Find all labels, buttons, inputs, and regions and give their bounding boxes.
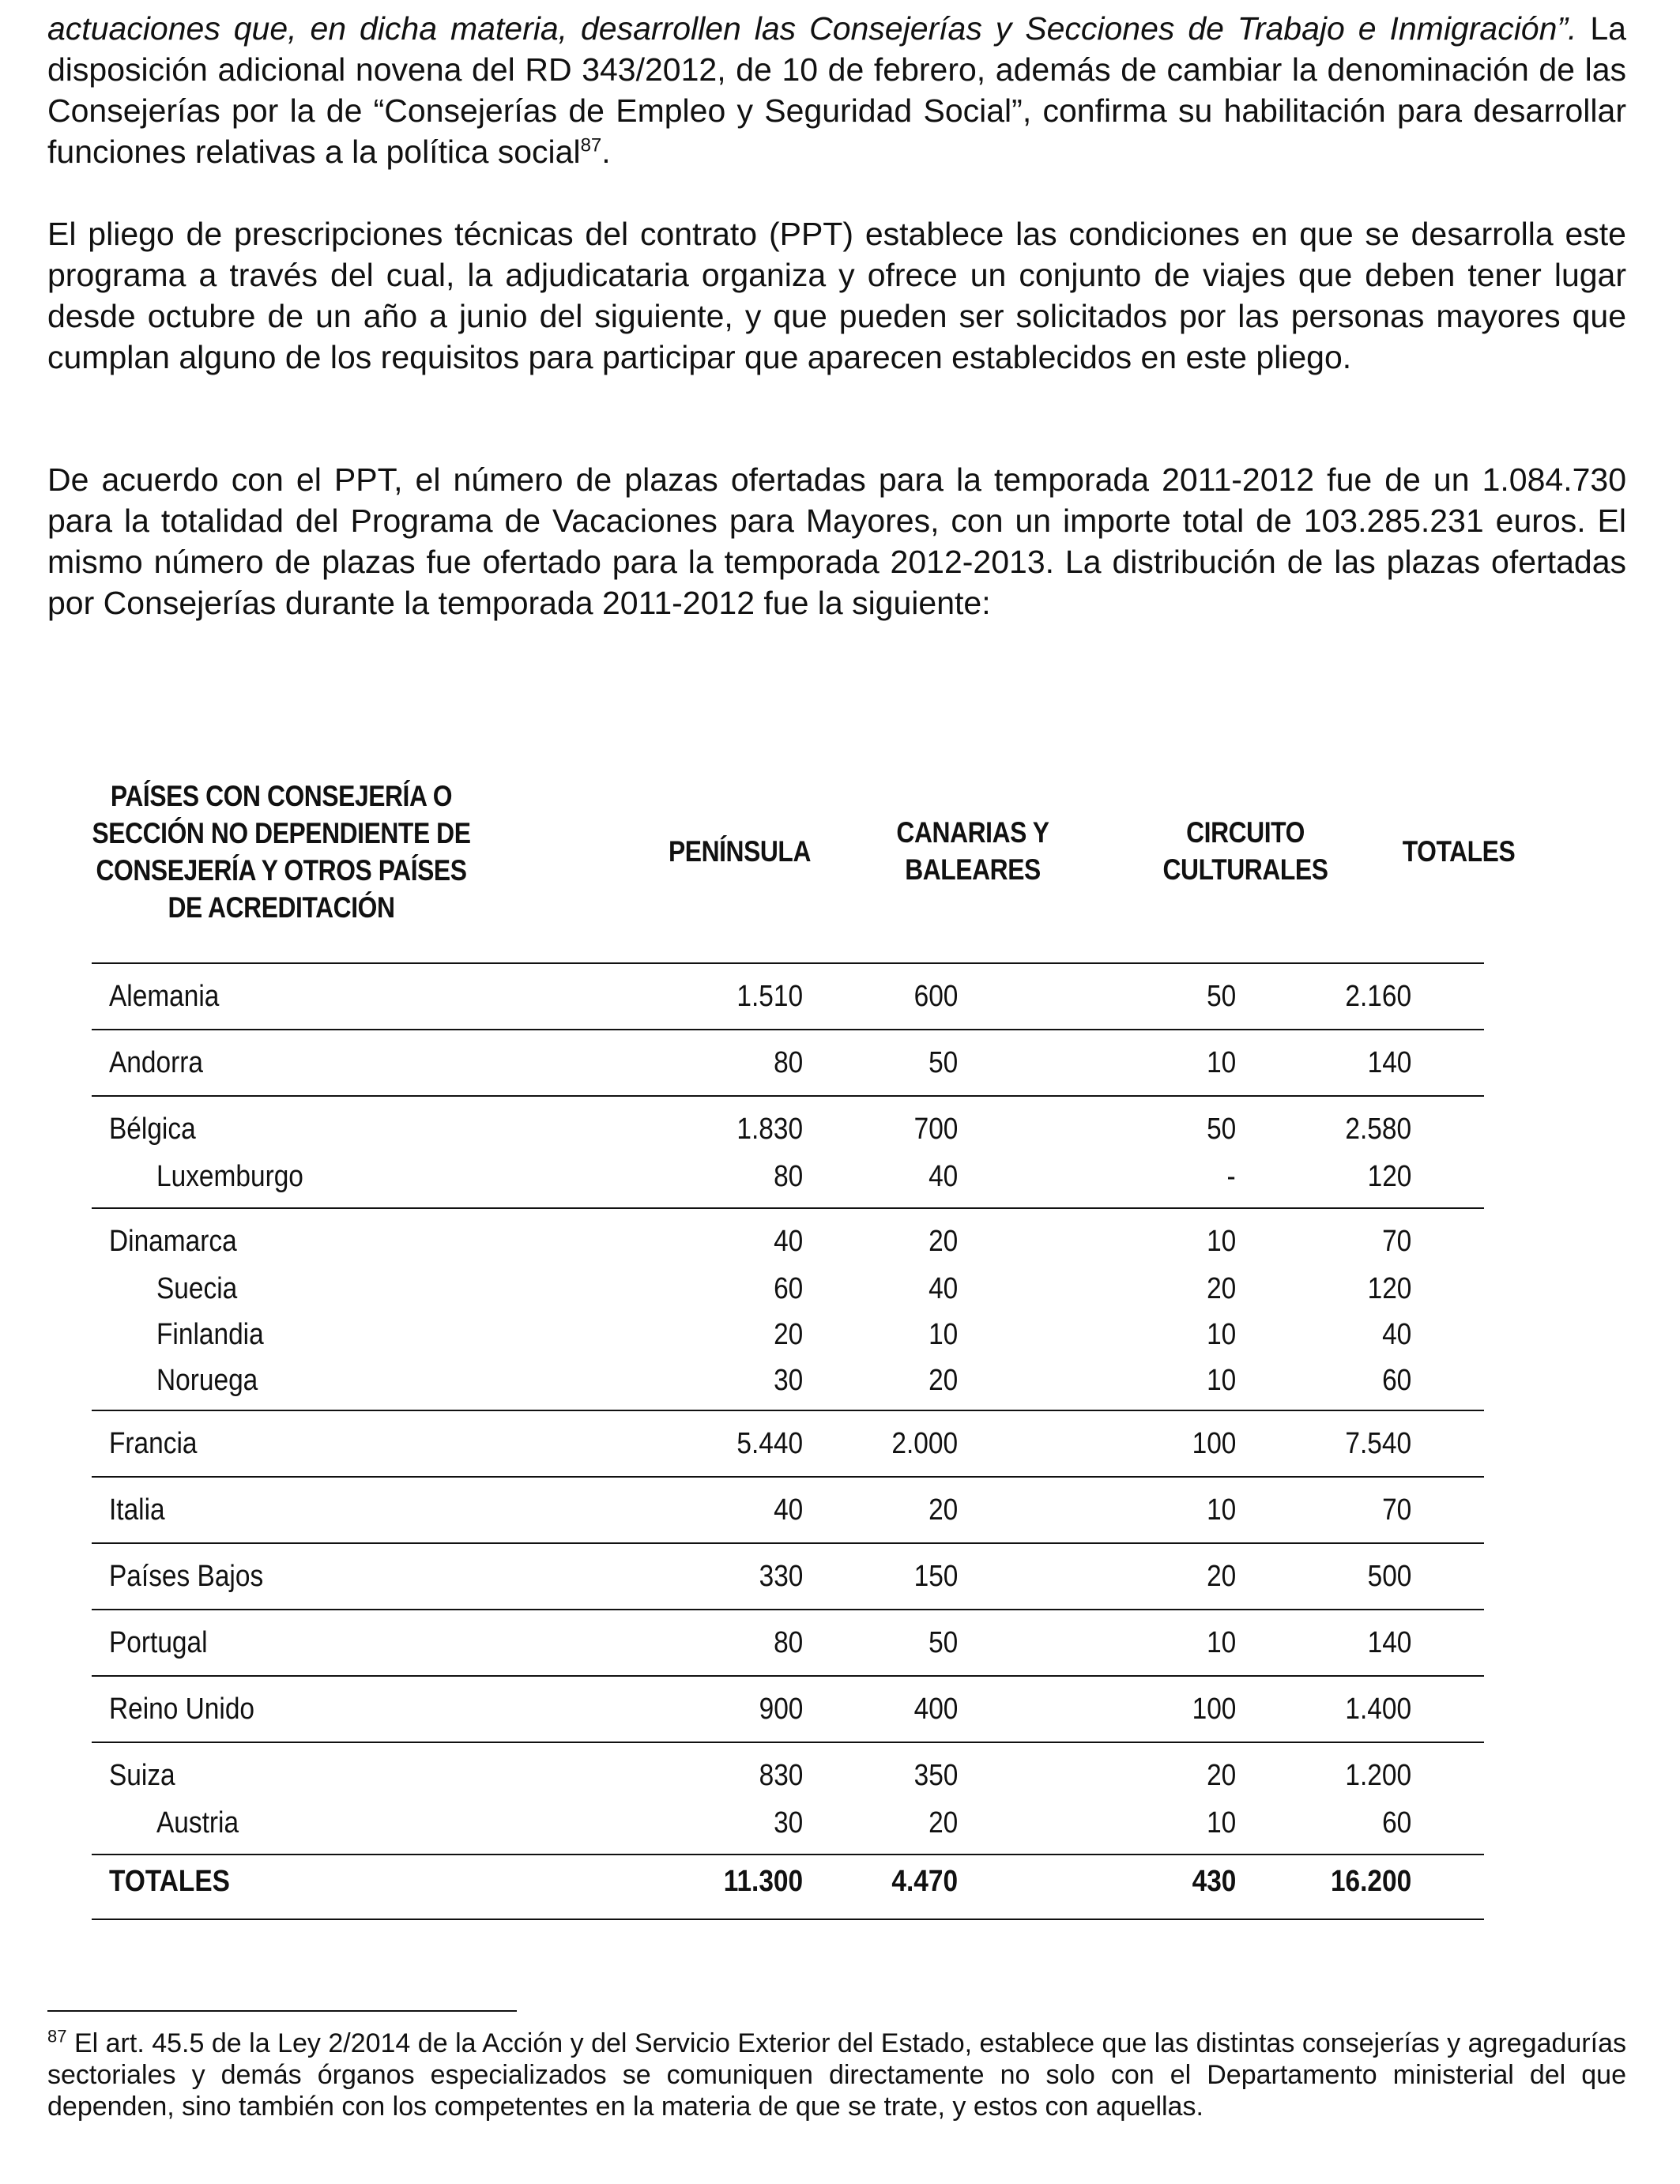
table-row	[92, 1742, 1484, 1798]
peninsula-cell: 40	[773, 1493, 803, 1527]
country-cell: Finlandia	[156, 1318, 264, 1351]
canarias-cell: 20	[928, 1493, 958, 1527]
footnote	[47, 2028, 1626, 2122]
peninsula-cell: 80	[773, 1160, 803, 1193]
country-cell: Francia	[109, 1427, 198, 1460]
circuito-cell: 10	[1206, 1493, 1236, 1527]
peninsula-cell: 20	[773, 1318, 803, 1351]
circuito-cell: 10	[1206, 1626, 1236, 1659]
total-cell: 7.540	[1345, 1427, 1411, 1460]
table-row	[92, 1476, 1484, 1542]
country-cell: Alemania	[109, 980, 220, 1013]
canarias-cell: 40	[928, 1160, 958, 1193]
header-canarias-baleares: CANARIAS Y BALEARES	[896, 816, 1049, 886]
peninsula-cell: 830	[759, 1759, 803, 1792]
circuito-cell: 10	[1206, 1225, 1236, 1258]
circuito-cell: 50	[1206, 980, 1236, 1013]
country-cell: Austria	[156, 1806, 239, 1839]
canarias-cell: 40	[928, 1272, 958, 1305]
paragraph-1	[47, 8, 1626, 172]
footnote-text: El art. 45.5 de la Ley 2/2014 de la Acción y del Servicio Exterior del Estado, establece que las distintas consejerías y agregadurías sectoriales y demás órganos especializados se comuniquen directamente no solo con el Departamento ministerial del que dependen, sino también con los competentes en la materia de que se trate, y estos con aquellas.	[47, 2028, 1626, 2122]
header-peninsula: PENÍNSULA	[668, 835, 812, 868]
table-row	[92, 1675, 1484, 1742]
total-cell: 40	[1381, 1318, 1411, 1351]
canarias-cell: 20	[928, 1225, 958, 1258]
peninsula-cell: 40	[773, 1225, 803, 1258]
circuito-cell: 20	[1206, 1272, 1236, 1305]
totals-label: TOTALES	[109, 1865, 230, 1898]
circuito-cell: 100	[1192, 1427, 1236, 1460]
table-row	[92, 964, 1484, 1029]
paragraph-2: El pliego de prescripciones técnicas del contrato (PPT) establece las condiciones en que se desarrolla este programa a través del cual, la adjudicataria organiza y ofrece un conjunto de viajes que deben tener lugar desde octubre de un año a junio del siguiente, y que pueden ser solicitados por las personas mayores que cumplan alguno de los requisitos para participar que aparecen establecidos en este pliego.	[47, 216, 1626, 375]
total-cell: 70	[1381, 1225, 1411, 1258]
total-cell: 60	[1381, 1364, 1411, 1397]
peninsula-cell: 1.830	[736, 1113, 803, 1146]
canarias-cell: 150	[913, 1560, 958, 1593]
paragraph-1-italic: actuaciones que, en dicha materia, desarrollen las Consejerías y Secciones de Trabajo e Inmigración”.	[47, 10, 1577, 47]
country-cell: Italia	[109, 1493, 165, 1527]
peninsula-cell: 30	[773, 1364, 803, 1397]
country-cell: Dinamarca	[109, 1225, 237, 1258]
circuito-cell: 50	[1206, 1113, 1236, 1146]
country-cell: Reino Unido	[109, 1693, 255, 1726]
table-row	[92, 1312, 1484, 1357]
circuito-cell: 10	[1206, 1046, 1236, 1079]
peninsula-cell: 330	[759, 1560, 803, 1593]
country-cell: Países Bajos	[109, 1560, 264, 1593]
footnote-divider	[47, 2010, 517, 2012]
total-cell: 2.160	[1345, 980, 1411, 1013]
totals-row	[92, 1854, 1484, 1920]
paragraph-3: De acuerdo con el PPT, el número de plazas ofertadas para la temporada 2011-2012 fue de un 1.084.730 para la totalidad del Programa de Vacaciones para Mayores, con un importe total de 103.285.231 euros. El mismo número de plazas fue ofertado para la temporada 2012-2013. La distribución de las plazas ofertadas por Consejerías durante la temporada 2011-2012 fue la siguiente:	[47, 461, 1626, 621]
circuito-cell: 10	[1206, 1364, 1236, 1397]
circuito-cell: 10	[1206, 1806, 1236, 1839]
peninsula-cell: 80	[773, 1626, 803, 1659]
peninsula-cell: 80	[773, 1046, 803, 1079]
canarias-cell: 50	[928, 1626, 958, 1659]
country-cell: Noruega	[156, 1364, 258, 1397]
header-countries: PAÍSES CON CONSEJERÍA O SECCIÓN NO DEPENDIENTE DE CONSEJERÍA Y OTROS PAÍSES DE ACREDITACIÓN	[92, 780, 471, 924]
totals-peninsula: 11.300	[723, 1865, 803, 1898]
paragraph-1-end: .	[601, 134, 611, 170]
canarias-cell: 700	[913, 1113, 958, 1146]
canarias-cell: 400	[913, 1693, 958, 1726]
table-row	[92, 1029, 1484, 1095]
total-cell: 1.200	[1345, 1759, 1411, 1792]
total-cell: 140	[1367, 1626, 1411, 1659]
table-row	[92, 1095, 1484, 1152]
total-cell: 2.580	[1345, 1113, 1411, 1146]
canarias-cell: 2.000	[891, 1427, 958, 1460]
table-body	[92, 964, 1484, 1920]
country-cell: Suecia	[156, 1272, 238, 1305]
circuito-cell: 20	[1206, 1560, 1236, 1593]
peninsula-cell: 60	[773, 1272, 803, 1305]
canarias-cell: 10	[928, 1318, 958, 1351]
country-cell: Bélgica	[109, 1113, 196, 1146]
country-cell: Andorra	[109, 1046, 203, 1079]
total-cell: 1.400	[1345, 1693, 1411, 1726]
country-cell: Luxemburgo	[156, 1160, 303, 1193]
header-totales: TOTALES	[1402, 835, 1516, 868]
header-circuito-culturales: CIRCUITO CULTURALES	[1162, 816, 1328, 886]
circuito-cell: 10	[1206, 1318, 1236, 1351]
circuito-cell: 20	[1206, 1759, 1236, 1792]
table-row	[92, 1410, 1484, 1476]
table-row	[92, 1207, 1484, 1264]
circuito-cell: 100	[1192, 1693, 1236, 1726]
total-cell: 60	[1381, 1806, 1411, 1839]
totals-total: 16.200	[1330, 1865, 1411, 1898]
total-cell: 120	[1367, 1160, 1411, 1193]
peninsula-cell: 30	[773, 1806, 803, 1839]
peninsula-cell: 1.510	[736, 980, 803, 1013]
total-cell: 70	[1381, 1493, 1411, 1527]
table-row	[92, 1609, 1484, 1675]
country-cell: Suiza	[109, 1759, 175, 1792]
canarias-cell: 350	[913, 1759, 958, 1792]
table-row	[92, 1152, 1484, 1207]
distribution-table	[92, 776, 1516, 1920]
table-row	[92, 1357, 1484, 1410]
totals-circuito: 430	[1192, 1865, 1236, 1898]
totals-canarias: 4.470	[891, 1865, 958, 1898]
total-cell: 500	[1367, 1560, 1411, 1593]
country-cell: Portugal	[109, 1626, 208, 1659]
paragraph-1-text: La disposición adicional novena del RD 343/2012, de 10 de febrero, además de cambiar la denominación de las Consejerías por la de “Consejerías de Empleo y Seguridad Social”, confirma su habilitación para desarrollar funciones relativas a la política social	[47, 10, 1626, 170]
table-row	[92, 1542, 1484, 1609]
table-row	[92, 1264, 1484, 1312]
canarias-cell: 20	[928, 1364, 958, 1397]
circuito-cell: -	[1226, 1160, 1236, 1193]
table-header	[92, 776, 1516, 964]
canarias-cell: 600	[913, 980, 958, 1013]
table-row	[92, 1798, 1484, 1854]
total-cell: 140	[1367, 1046, 1411, 1079]
canarias-cell: 20	[928, 1806, 958, 1839]
footnote-number: 87	[47, 2026, 67, 2047]
peninsula-cell: 900	[759, 1693, 803, 1726]
total-cell: 120	[1367, 1272, 1411, 1305]
canarias-cell: 50	[928, 1046, 958, 1079]
peninsula-cell: 5.440	[736, 1427, 803, 1460]
footnote-reference[interactable]: 87	[580, 134, 602, 156]
